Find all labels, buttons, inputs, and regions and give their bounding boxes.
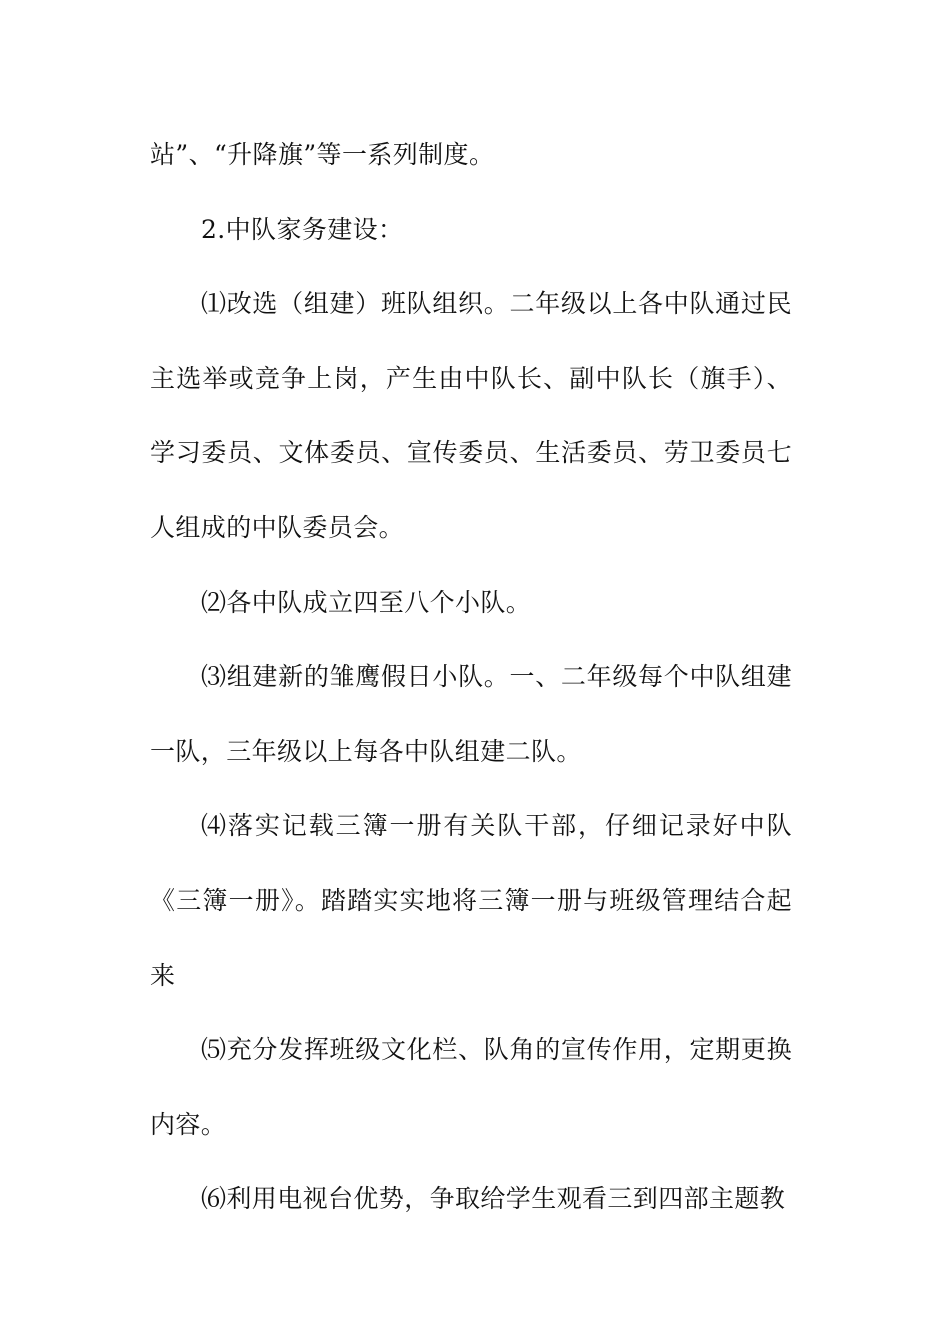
paragraph-6: ⑷落实记载三簿一册有关队干部，仔细记录好中队《三簿一册》。踏踏实实地将三簿一册与班级管理结合起来 [150,811,792,990]
paragraph-8: ⑹利用电视台优势，争取给学生观看三到四部主题教 [201,1184,786,1214]
document-body [150,118,792,1237]
paragraph-5: ⑶组建新的雏鹰假日小队。一、二年级每个中队组建一队，三年级以上每各中队组建二队。 [150,662,792,766]
paragraph-3: ⑴改选（组建）班队组织。二年级以上各中队通过民主选举或竞争上岗，产生由中队长、副中队长（旗手）、学习委员、文体委员、宣传委员、生活委员、劳卫委员七人组成的中队委员会。 [150,289,792,542]
paragraph-1: 站”、“升降旗”等一系列制度。 [150,140,495,169]
paragraph-4: ⑵各中队成立四至八个小队。 [201,587,532,617]
paragraph-2: 2.中队家务建设： [201,214,404,244]
paragraph-7: ⑸充分发挥班级文化栏、队角的宣传作用，定期更换内容。 [150,1035,792,1139]
